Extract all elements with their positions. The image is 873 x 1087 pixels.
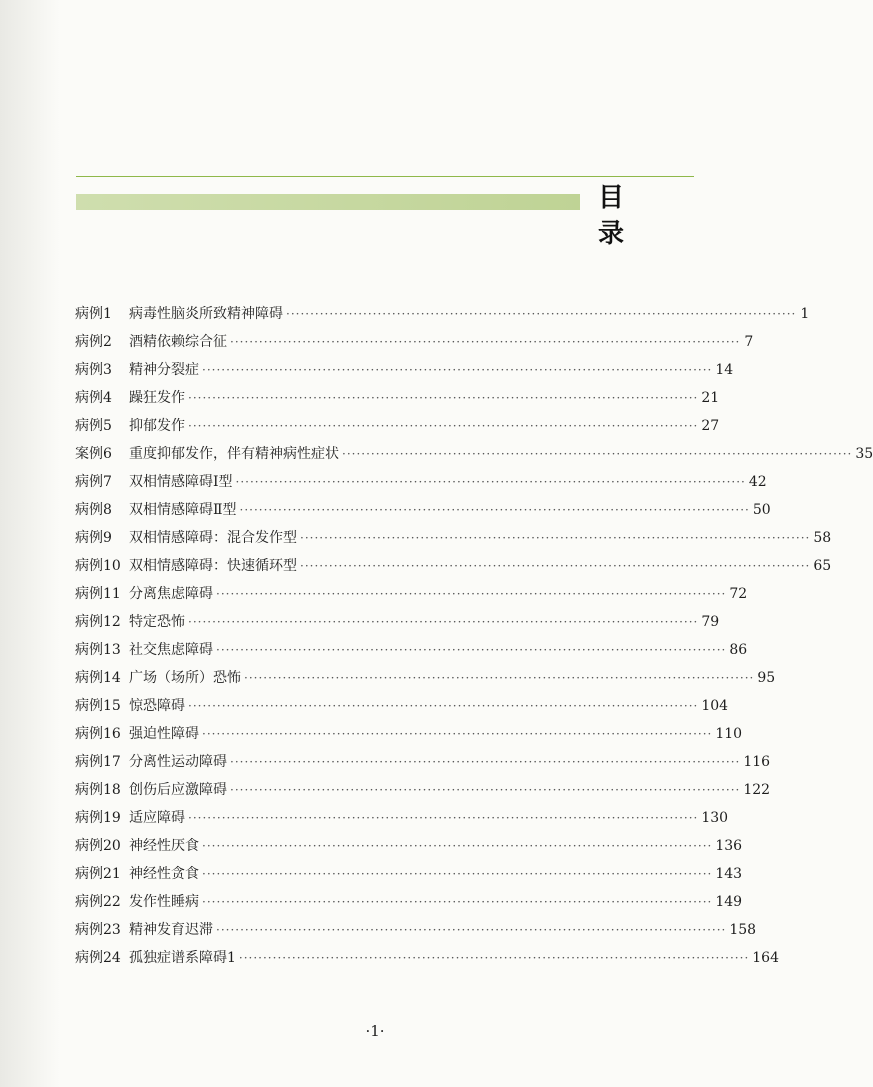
toc-leader-dots: ··········································································································: [188, 699, 699, 713]
header-accent-bar: [76, 194, 580, 210]
toc-entry-number: 病例22: [75, 894, 121, 910]
toc-entry-page: 136: [715, 838, 743, 854]
toc-entry[interactable]: [75, 664, 776, 692]
toc-leader-dots: ··········································································································: [188, 615, 699, 629]
toc-entry[interactable]: [75, 636, 748, 664]
toc-entry-page: 27: [701, 418, 720, 434]
toc-entry-page: 104: [701, 698, 729, 714]
toc-entry-number: 病例9: [75, 530, 112, 546]
toc-entry-page: 35: [855, 446, 873, 462]
toc-entry-page: 7: [744, 334, 754, 350]
toc-entry-page: 79: [701, 614, 720, 630]
toc-entry-title: 精神发育迟滞: [129, 922, 213, 938]
toc-entry-page: 42: [748, 474, 767, 490]
toc-entry-title: 特定恐怖: [129, 614, 185, 630]
toc-entry-title: 神经性厌食: [129, 838, 199, 854]
toc-entry-number: 病例15: [75, 698, 121, 714]
toc-entry-page: 130: [701, 810, 729, 826]
toc-entry-page: 72: [729, 586, 748, 602]
toc-entry[interactable]: [75, 412, 720, 440]
toc-entry-title: 惊恐障碍: [129, 698, 185, 714]
toc-entry-title: 酒精依赖综合征: [129, 334, 227, 350]
toc-entry-number: 病例5: [75, 418, 112, 434]
toc-entry-number: 病例8: [75, 502, 112, 518]
toc-entry-title: 精神分裂症: [129, 362, 199, 378]
toc-entry-title: 强迫性障碍: [129, 726, 199, 742]
toc-entry-title: 适应障碍: [129, 810, 185, 826]
toc-entry-page: 116: [743, 754, 771, 770]
toc-leader-dots: ··········································································································: [230, 335, 741, 349]
toc-entry[interactable]: [75, 916, 757, 944]
toc-entry-page: 1: [800, 306, 810, 322]
toc-entry-number: 病例19: [75, 810, 121, 826]
toc-leader-dots: ··········································································································: [300, 531, 811, 545]
toc-leader-dots: ··········································································································: [216, 587, 727, 601]
toc-entry-title: 躁狂发作: [129, 390, 185, 406]
toc-entry[interactable]: [75, 496, 771, 524]
toc-leader-dots: ··········································································································: [230, 755, 741, 769]
toc-entry[interactable]: [75, 300, 810, 328]
toc-entry-number: 病例14: [75, 670, 121, 686]
toc-entry-number: 病例11: [75, 586, 121, 602]
toc-entry[interactable]: [75, 776, 771, 804]
page-number: ·1·: [365, 1022, 385, 1040]
toc-entry-page: 50: [752, 502, 771, 518]
toc-entry-page: 65: [813, 558, 832, 574]
toc-entry-number: 病例12: [75, 614, 121, 630]
toc-entry[interactable]: [75, 552, 832, 580]
toc-entry-title: 分离性运动障碍: [129, 754, 227, 770]
toc-entry-title: 重度抑郁发作，伴有精神病性症状: [129, 446, 339, 462]
toc-entry[interactable]: [75, 748, 771, 776]
toc-entry-number: 病例2: [75, 334, 112, 350]
toc-entry-page: 21: [701, 390, 720, 406]
table-of-contents: [75, 300, 873, 972]
toc-entry-page: 95: [757, 670, 776, 686]
toc-leader-dots: ··········································································································: [300, 559, 811, 573]
toc-entry-page: 164: [752, 950, 779, 966]
toc-leader-dots: ··········································································································: [202, 867, 713, 881]
page-title: 目 录: [598, 183, 639, 249]
toc-entry[interactable]: [75, 720, 743, 748]
toc-entry[interactable]: [75, 440, 873, 468]
toc-entry-title: 病毒性脑炎所致精神障碍: [129, 306, 283, 322]
toc-entry-title: 社交焦虑障碍: [129, 642, 213, 658]
toc-leader-dots: ··········································································································: [188, 811, 699, 825]
toc-entry[interactable]: [75, 524, 832, 552]
toc-leader-dots: ··········································································································: [286, 307, 797, 321]
toc-entry-page: 58: [813, 530, 832, 546]
toc-entry-page: 110: [715, 726, 743, 742]
toc-entry[interactable]: [75, 608, 720, 636]
toc-leader-dots: ··········································································································: [202, 363, 713, 377]
toc-leader-dots: ··········································································································: [244, 671, 755, 685]
toc-entry-number: 病例24: [75, 950, 121, 966]
toc-entry-number: 病例1: [75, 306, 112, 322]
toc-leader-dots: ··········································································································: [202, 839, 713, 853]
toc-entry-title: 孤独症谱系障碍1: [129, 950, 236, 966]
toc-entry-title: 抑郁发作: [129, 418, 185, 434]
toc-entry-title: 双相情感障碍Ⅱ型: [129, 502, 237, 518]
toc-entry-page: 86: [729, 642, 748, 658]
toc-leader-dots: ··········································································································: [230, 783, 741, 797]
toc-entry-number: 病例18: [75, 782, 121, 798]
toc-entry[interactable]: [75, 804, 729, 832]
toc-leader-dots: ··········································································································: [342, 447, 853, 461]
toc-leader-dots: ··········································································································: [188, 391, 699, 405]
toc-entry-title: 创伤后应激障碍: [129, 782, 227, 798]
toc-entry-number: 病例4: [75, 390, 112, 406]
page-gutter-shadow: [0, 0, 60, 1087]
toc-entry-page: 122: [743, 782, 771, 798]
toc-entry-number: 病例17: [75, 754, 121, 770]
toc-entry[interactable]: [75, 328, 754, 356]
toc-entry-number: 病例7: [75, 474, 112, 490]
toc-entry-number: 病例21: [75, 866, 121, 882]
toc-entry-page: 149: [715, 894, 743, 910]
toc-entry[interactable]: [75, 944, 779, 972]
toc-entry[interactable]: [75, 888, 743, 916]
toc-entry-title: 广场（场所）恐怖: [129, 670, 241, 686]
toc-entry-title: 神经性贪食: [129, 866, 199, 882]
toc-entry-title: 发作性睡病: [129, 894, 199, 910]
toc-entry-title: 双相情感障碍：快速循环型: [129, 558, 297, 574]
toc-leader-dots: ··········································································································: [202, 727, 713, 741]
toc-entry-title: 双相情感障碍Ⅰ型: [129, 474, 233, 490]
toc-entry[interactable]: [75, 580, 748, 608]
toc-entry[interactable]: [75, 860, 743, 888]
toc-leader-dots: ··········································································································: [239, 503, 750, 517]
toc-entry[interactable]: [75, 356, 734, 384]
toc-leader-dots: ··········································································································: [188, 419, 699, 433]
toc-entry-page: 14: [715, 362, 734, 378]
toc-entry[interactable]: [75, 832, 743, 860]
toc-entry-number: 病例3: [75, 362, 112, 378]
header-rule: [76, 176, 694, 177]
toc-entry-number: 病例16: [75, 726, 121, 742]
toc-entry[interactable]: [75, 692, 729, 720]
toc-entry-number: 病例23: [75, 922, 121, 938]
toc-leader-dots: ··········································································································: [216, 923, 727, 937]
toc-leader-dots: ··········································································································: [202, 895, 713, 909]
toc-entry-number: 案例6: [75, 446, 112, 462]
toc-entry-number: 病例13: [75, 642, 121, 658]
toc-entry[interactable]: [75, 384, 720, 412]
toc-entry-title: 双相情感障碍：混合发作型: [129, 530, 297, 546]
toc-entry-page: 143: [715, 866, 743, 882]
toc-entry-title: 分离焦虑障碍: [129, 586, 213, 602]
toc-entry-number: 病例20: [75, 838, 121, 854]
toc-entry-number: 病例10: [75, 558, 121, 574]
toc-leader-dots: ··········································································································: [216, 643, 727, 657]
toc-leader-dots: ··········································································································: [235, 475, 746, 489]
toc-leader-dots: ··········································································································: [238, 951, 750, 965]
toc-entry-page: 158: [729, 922, 757, 938]
toc-entry[interactable]: [75, 468, 767, 496]
